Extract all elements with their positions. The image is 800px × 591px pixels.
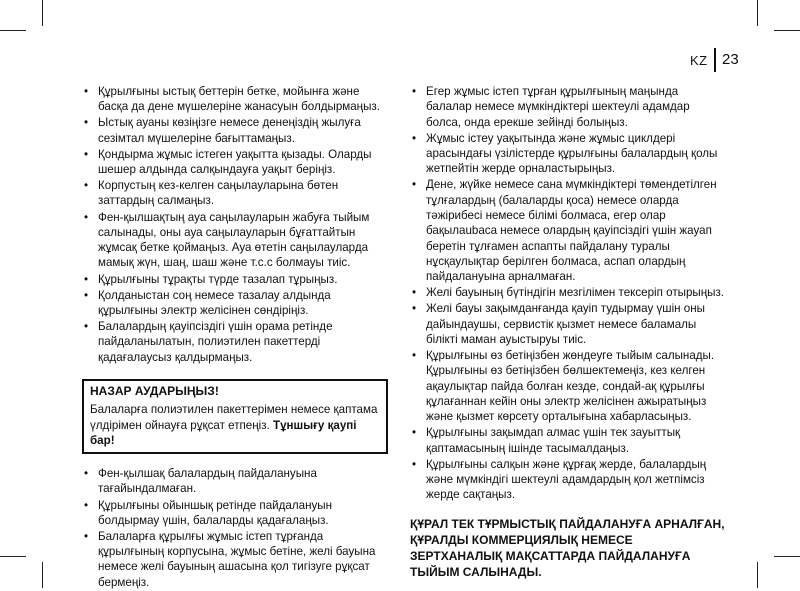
- list-item: • Құрылғыны салқын және құрғақ жерде, балалардың және мүмкіндігі шектеулі адамдардың қол жетпімсіз жерде сақтаңыз.: [410, 457, 726, 503]
- right-column: [410, 84, 726, 580]
- list-item: • Желі бауы зақымданғанда қауіп тудырмау үшін оны дайындаушы, сервистік қызмет немесе баламалы білікті маман ауыстыруы тиіс.: [410, 301, 726, 347]
- list-item: • Корпустың кез-келген саңылауларына бөтен заттардың салмаңыз.: [82, 178, 388, 209]
- list-item: • Құрылғыны өз бетіңізбен жөндеуге тыйым салынады. Құрылғыны өз бетіңізбен бөлшектемеңіз, кез келген ақаулықтар пайда болған кезде, сондай-ақ құрылғы құлағаннан кейін оны электр желісінен ажыратыңыз және қызмет көрсету орталығына хабарласыңыз.: [410, 348, 726, 424]
- crop-mark: [774, 30, 800, 31]
- list-item: • Дене, жүйке немесе сана мүмкіндіктері төмендетілген тұлғалардың (балаларды қоса) немесе оларда тәжірибесі немесе білімі болмаса, егер олар бақылаubaса немесе олардың қауіпсіздігі үшін жауап беретін тұлғамен аспапты пайдалану туралы нұсқаулықтар берілген болмаса, аспап олардың пайдалануына арналмаған.: [410, 177, 726, 284]
- list-item: • Құрылғыны ойыншық ретінде пайдалануын болдырмау үшін, балаларды қадағалаңыз.: [82, 498, 388, 529]
- safety-list-top: [82, 84, 388, 365]
- safety-list-right: [410, 84, 726, 503]
- list-item: • Желі бауының бүтіндігін мезгілімен тексеріп отырыңыз.: [410, 285, 726, 300]
- list-item: • Ыстық ауаны көзіңізге немесе денеңіздің жылуға сезімтал мүшелеріне бағыттамаңыз.: [82, 115, 388, 146]
- crop-mark: [42, 0, 43, 26]
- page-number: 23: [722, 51, 739, 68]
- crop-mark: [42, 562, 43, 588]
- list-item: • Қолданыстан соң немесе тазалау алдында құрылғыны электр желісінен сөндіріңіз.: [82, 288, 388, 319]
- crop-mark: [757, 0, 758, 26]
- warning-body: Балаларға полиэтилен пакеттерімен немесе қаптама үлдірімен ойнауға рұқсат етпеңіз.: [90, 403, 378, 432]
- list-item: • Егер жұмыс істеп тұрған құрылғының маңында балалар немесе мүмкіндіктері шектеулі адамдар болса, онда ерекше зейінді болыңыз.: [410, 84, 726, 130]
- left-column: [82, 84, 388, 591]
- warning-box: [82, 379, 388, 454]
- language-code: KZ: [690, 53, 708, 68]
- list-item: • Фен-қылшақ балалардың пайдалануына тағайындалмаған.: [82, 466, 388, 497]
- list-item: • Қондырма жұмыс істеген уақытта қызады. Оларды шешер алдында салқындауға уақыт беріңіз.: [82, 147, 388, 178]
- warning-text: [90, 402, 379, 448]
- warning-emphasis: Тұншығу қаупі бар!: [90, 418, 357, 447]
- list-item: • Құрылғыны ыстық беттерін бетке, мойынға және басқа да дене мүшелеріне жанасуын болдырмаңыз.: [82, 84, 388, 115]
- household-use-notice: ҚҰРАЛ ТЕК ТҰРМЫСТЫҚ ПАЙДАЛАНУҒА АРНАЛҒАН, ҚҰРАЛДЫ КОММЕРЦИЯЛЫҚ НЕМЕСЕ ЗЕРТХАНАЛЫҚ МАҚСАТТАРДА ПАЙДАЛАНУҒА ТЫЙЫМ САЛЫНАДЫ.: [410, 516, 725, 579]
- list-item: • Балалардың қауіпсіздігі үшін орама ретінде пайдаланылатын, полиэтилен пакеттерді қадағалаусыз қалдырмаңыз.: [82, 319, 388, 365]
- crop-mark: [0, 30, 26, 31]
- list-item: • Фен-қылшақтың ауа саңылауларын жабуға тыйым салынады, оны ауа саңылауларын бұғаттайтын жұмсақ бетке қоймаңыз. Ауа өтетін саңылауларда мамық жүн, шаң, шаш және т.с.с болмауы тиіс.: [82, 210, 388, 271]
- safety-list-bottom: [82, 466, 388, 590]
- header-divider: [714, 48, 716, 72]
- list-item: • Құрылғыны тұрақты түрде тазалап тұрыңыз.: [82, 272, 388, 287]
- list-item: • Балаларға құрылғы жұмыс істеп тұрғанда құрылғының корпусына, жұмыс бетіне, желі бауына немесе желі бауының ашасына қол тигізуге рұқсат бермеңіз.: [82, 529, 388, 590]
- crop-mark: [757, 562, 758, 588]
- crop-mark: [0, 556, 26, 557]
- list-item: • Жұмыс істеу уақытында және жұмыс циклдері арасындағы үзілістерде құрылғыны балалардың қолы жетпейтін жерде орналастырыңыз.: [410, 131, 726, 177]
- warning-title: НАЗАР АУДАРЫҢЫЗ!: [90, 383, 219, 398]
- crop-mark: [774, 556, 800, 557]
- list-item: • Құрылғыны зақымдап алмас үшін тек зауыттық қаптамасының ішінде тасымалдаңыз.: [410, 425, 726, 456]
